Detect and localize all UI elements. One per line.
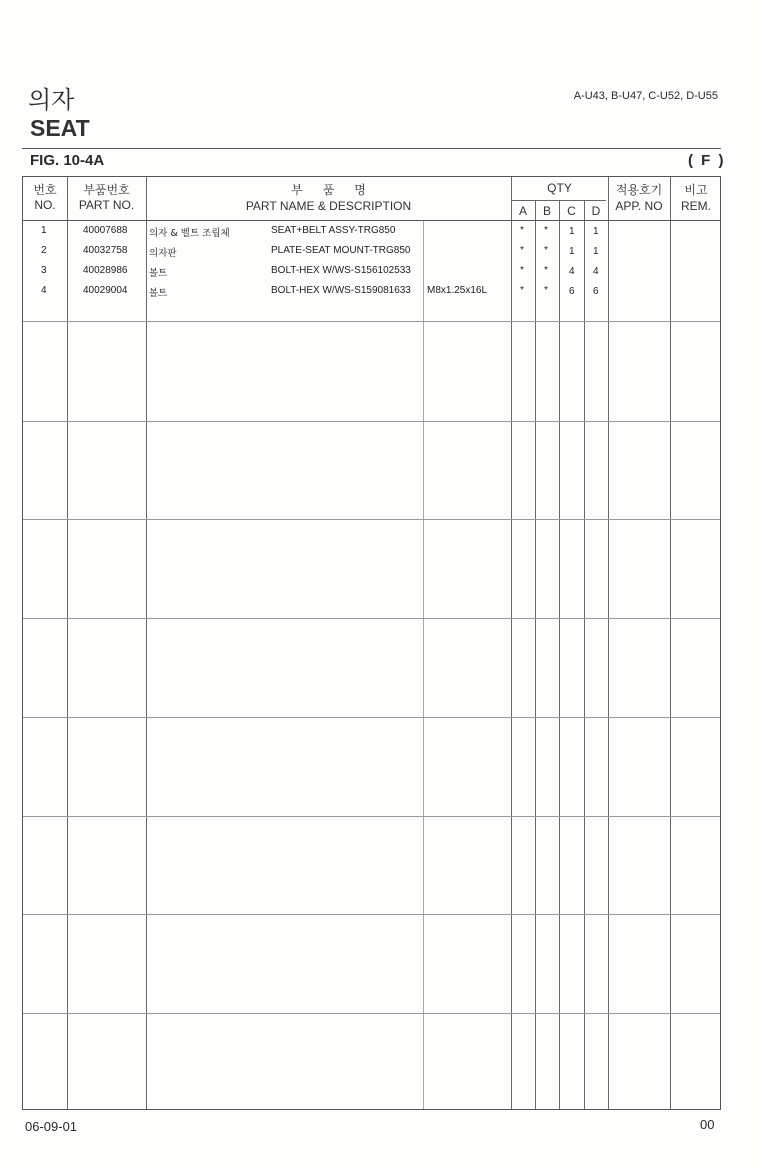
row-group-divider <box>23 717 720 718</box>
row-group-divider <box>23 618 720 619</box>
page-number: 00 <box>700 1117 715 1132</box>
row-group-divider <box>23 519 720 520</box>
row-part-no: 40032758 <box>83 245 128 256</box>
row-no: 2 <box>41 245 47 256</box>
row-qty-c: 1 <box>569 246 575 257</box>
row-qty-b: * <box>544 225 548 236</box>
column-divider <box>511 177 512 1109</box>
row-qty-c: 6 <box>569 286 575 297</box>
header-part-no: PART NO. <box>78 198 135 212</box>
header-qty-d: D <box>591 204 601 218</box>
row-qty-a: * <box>520 245 524 256</box>
row-qty-b: * <box>544 265 548 276</box>
column-divider <box>535 200 536 1109</box>
row-spec: M8x1.25x16L <box>427 285 488 296</box>
column-divider <box>67 177 68 1109</box>
qty-subheader-divider <box>511 200 606 201</box>
revision-date: 06-09-01 <box>25 1119 78 1134</box>
title-divider <box>22 148 721 149</box>
header-divider <box>23 220 720 221</box>
row-name-ko: 의자 & 벨트 조립체 <box>149 228 230 239</box>
parts-table <box>22 176 721 1110</box>
header-part-name-ko: 부 품 명 <box>291 183 366 197</box>
row-part-no: 40028986 <box>83 265 128 276</box>
row-qty-b: * <box>544 285 548 296</box>
row-description: BOLT-HEX W/WS-S156102533 <box>271 265 411 276</box>
row-part-no: 40007688 <box>83 225 128 236</box>
header-part-no-ko: 부품번호 <box>83 183 130 197</box>
header-qty-c: C <box>567 204 576 218</box>
row-name-ko: 볼트 <box>149 268 168 279</box>
row-qty-d: 1 <box>593 226 599 237</box>
column-divider <box>608 177 609 1109</box>
row-no: 1 <box>41 225 47 236</box>
header-qty-a: A <box>518 204 527 218</box>
row-description: BOLT-HEX W/WS-S159081633 <box>271 285 411 296</box>
row-description: PLATE-SEAT MOUNT-TRG850 <box>271 245 411 256</box>
model-list: A-U43, B-U47, C-U52, D-U55 <box>573 90 718 102</box>
row-name-ko: 의자판 <box>149 248 177 259</box>
row-qty-a: * <box>520 285 524 296</box>
row-no: 3 <box>41 265 47 276</box>
row-qty-b: * <box>544 245 548 256</box>
column-divider <box>146 177 147 1109</box>
row-qty-d: 1 <box>593 246 599 257</box>
figure-code: ( F ) <box>688 152 726 169</box>
row-group-divider <box>23 816 720 817</box>
header-rem: REM. <box>681 199 711 213</box>
header-no-ko: 번호 <box>33 183 57 197</box>
column-divider <box>423 221 424 1109</box>
row-qty-d: 6 <box>593 286 599 297</box>
row-qty-c: 1 <box>569 226 575 237</box>
header-app-no: APP. NO <box>615 199 663 213</box>
row-group-divider <box>23 421 720 422</box>
row-group-divider <box>23 914 720 915</box>
header-qty-b: B <box>542 204 551 218</box>
page-title: SEAT <box>30 115 90 141</box>
figure-number: FIG. 10-4A <box>30 152 105 169</box>
column-divider <box>559 200 560 1109</box>
header-app-no-ko: 적용호기 <box>615 183 663 197</box>
row-qty-c: 4 <box>569 266 575 277</box>
header-no: NO. <box>34 198 56 212</box>
row-description: SEAT+BELT ASSY-TRG850 <box>271 225 396 236</box>
row-group-divider <box>23 1013 720 1014</box>
header-rem-ko: 비고 <box>684 183 708 197</box>
header-part-name: PART NAME & DESCRIPTION <box>245 199 412 213</box>
header-qty: QTY <box>547 181 572 195</box>
row-part-no: 40029004 <box>83 285 128 296</box>
row-no: 4 <box>41 285 47 296</box>
column-divider <box>670 177 671 1109</box>
column-divider <box>584 200 585 1109</box>
row-name-ko: 볼트 <box>149 288 168 299</box>
row-qty-a: * <box>520 225 524 236</box>
row-qty-a: * <box>520 265 524 276</box>
page-title-korean: 의자 <box>28 86 75 114</box>
row-group-divider <box>23 321 720 322</box>
row-qty-d: 4 <box>593 266 599 277</box>
